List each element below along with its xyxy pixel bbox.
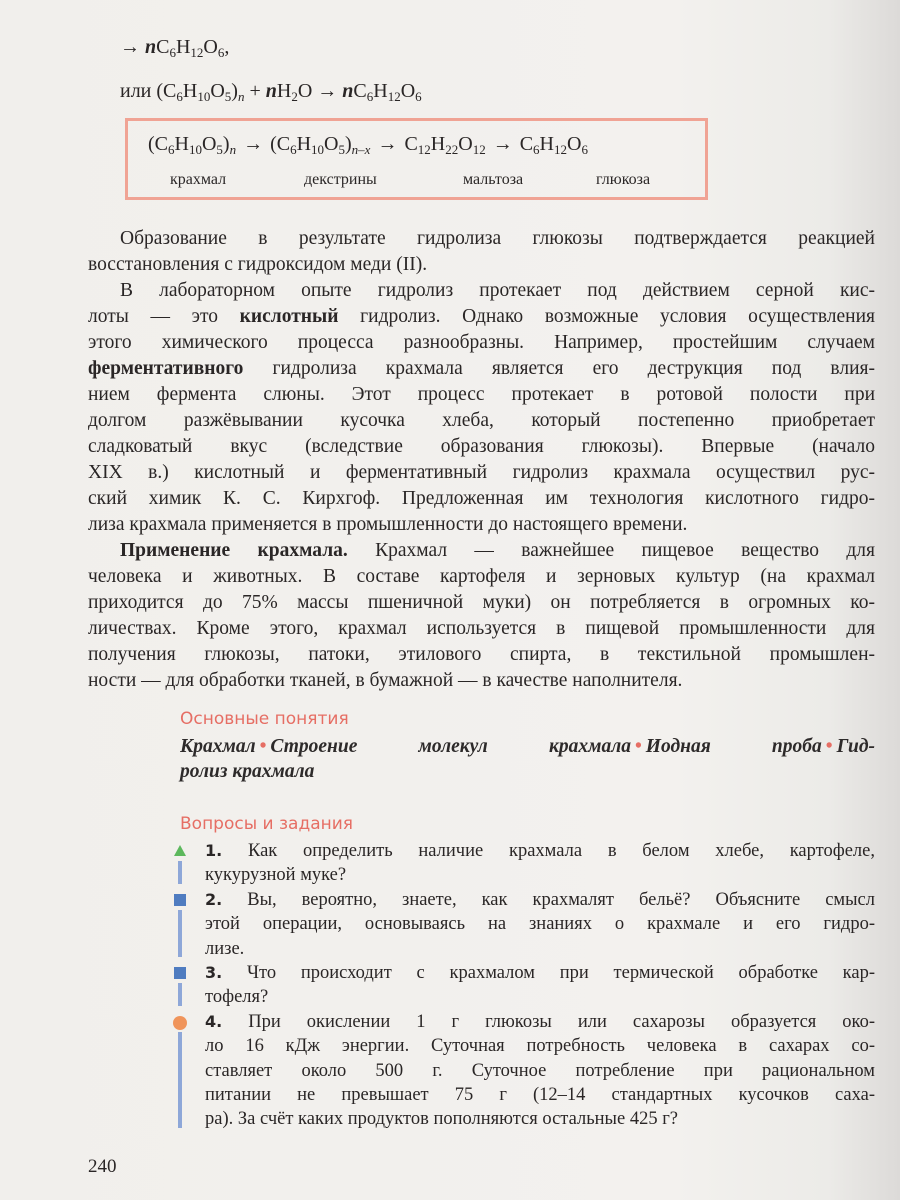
text-segment: сладковатый вкус (вследствие образования глюкозы). Впервые (начало (88, 436, 875, 457)
concepts-heading: Основные понятия (180, 709, 349, 729)
bold-term: Применение крахмала. (120, 540, 348, 561)
text-line (88, 512, 875, 538)
text-segment: гидролиз. Однако возможные условия осуществления (338, 306, 875, 327)
text-segment: лиза крахмала применяется в промышленности до настоящего времени. (88, 514, 688, 535)
concept: Строение молекул крахмала (270, 736, 631, 757)
concept-continuation: ролиз крахмала (180, 761, 315, 782)
paragraph-3 (88, 538, 875, 694)
text-segment: ский химик К. С. Кирхгоф. Предложенная им технология кислотного гидро- (88, 488, 875, 509)
text-segment: В лабораторном опыте гидролиз протекает под действием серной кис- (120, 280, 875, 301)
question-text: ло 16 кДж энергии. Суточная потребность человека в сахарах со- (205, 1036, 875, 1057)
text-line (88, 642, 875, 668)
question-line (205, 1034, 875, 1058)
separator: • (825, 736, 833, 757)
question-number: 2. (205, 889, 223, 909)
question-text: ставляет около 500 г. Суточное потребление при рациональном (205, 1060, 875, 1081)
question-text: этой операции, основываясь на знаниях о крахмале и его гидро- (205, 914, 875, 935)
text-segment: личествах. Кроме этого, крахмал используется в пищевой промышленности для (88, 618, 875, 639)
question-text: кукурузной муке? (205, 865, 347, 886)
paragraph-1 (88, 226, 875, 278)
triangle-marker-icon (174, 845, 186, 856)
question-line (205, 1010, 875, 1034)
question-number: 1. (205, 841, 223, 860)
text-segment: восстановления с гидроксидом меди (II). (88, 254, 428, 275)
separator: • (634, 736, 642, 757)
text-line (88, 408, 875, 434)
question-line (205, 912, 875, 936)
question-number: 4. (205, 1011, 223, 1031)
question-text: ра). За счёт каких продуктов пополняются остальные 425 г? (205, 1109, 678, 1130)
text-line (88, 330, 875, 356)
text-segment: Образование в результате гидролиза глюкозы подтверждается реакцией (120, 228, 875, 249)
text-segment: получения глюкозы, патоки, этилового спирта, в текстильной промышлен- (88, 644, 875, 665)
text-line (88, 460, 875, 486)
concept: Иодная проба (645, 736, 822, 757)
question-bar (178, 861, 182, 884)
question-text: лизе. (205, 938, 245, 959)
text-line (88, 668, 875, 694)
equation-prefix: или (120, 80, 152, 102)
text-segment: лоты — это (88, 306, 240, 327)
page-number: 240 (88, 1156, 117, 1177)
text-line (88, 538, 875, 564)
text-line (88, 356, 875, 382)
concept: Гид- (836, 736, 875, 757)
text-segment: Крахмал — важнейшее пищевое вещество для (347, 540, 875, 561)
question-text: Как определить наличие крахмала в белом хлебе, картофеле, (247, 841, 875, 861)
bold-term: кислотный (239, 306, 339, 327)
questions-list (205, 839, 875, 1132)
square-marker-icon (174, 894, 186, 906)
question-text: питании не превышает 75 г (12–14 стандартных кусочков саха- (205, 1084, 875, 1105)
text-line (88, 278, 875, 304)
question-text: Вы, вероятно, знаете, как крахмалят бельё? Объясните смысл (247, 889, 875, 910)
equation-line-2: или $(C_6H_{10}O_5)_n + nH_2O \to nC_6H_{12}O_6$ (120, 80, 422, 104)
question-line (205, 839, 875, 863)
text-line (88, 252, 875, 278)
question-line (205, 1059, 875, 1083)
text-line (88, 616, 875, 642)
question-line (205, 888, 875, 912)
label-dextrins: декстрины (304, 171, 377, 188)
question-line (205, 1107, 875, 1131)
bold-term: ферментативного (88, 358, 244, 379)
concepts-list (180, 734, 875, 784)
paragraph-2 (88, 278, 875, 538)
question-text: Что происходит с крахмалом при термической обработке кар- (246, 962, 875, 983)
question-line (205, 961, 875, 985)
text-line (88, 590, 875, 616)
question-line (205, 985, 875, 1009)
text-segment: приходится до 75% массы пшеничной муки) он потребляется в огромных ко- (88, 592, 875, 613)
hydrolysis-scheme-equation: $(C_6H_{10}O_5)_n \to (C_6H_{10}O_5)_{n-x} \to C_{12}H_{22}O_{12} \to C_6H_{12}O_6$ (148, 133, 588, 157)
circle-marker-icon (173, 1016, 187, 1030)
label-maltose: мальтоза (463, 171, 524, 188)
text-segment: нием фермента слюны. Этот процесс протекает в ротовой полости при (88, 384, 875, 405)
text-line (88, 382, 875, 408)
text-segment: XIX в.) кислотный и ферментативный гидролиз крахмала осуществил рус- (88, 462, 875, 483)
question-bar (178, 983, 182, 1006)
body-text (88, 226, 875, 694)
text-line (88, 304, 875, 330)
equation-line-1: → $nC_6H_{12}O_6$, (120, 36, 230, 60)
text-line (88, 434, 875, 460)
text-segment: ности — для обработки тканей, в бумажной — в качестве наполнителя. (88, 670, 683, 691)
question-line (205, 937, 875, 961)
text-line (88, 564, 875, 590)
text-segment: человека и животных. В составе картофеля и зерновых культур (на крахмал (88, 566, 875, 587)
question-text: тофеля? (205, 987, 269, 1008)
question-bar (178, 1032, 182, 1128)
hydrolysis-scheme-box (125, 118, 708, 200)
label-starch: крахмал (170, 171, 227, 188)
concept: Крахмал (180, 736, 256, 757)
text-line (88, 226, 875, 252)
text-segment: гидролиза крахмала является его деструкция под влия- (243, 358, 875, 379)
label-glucose: глюкоза (596, 171, 651, 188)
question-line (205, 863, 875, 887)
question-bar (178, 910, 182, 957)
questions-heading: Вопросы и задания (180, 814, 354, 834)
question-number: 3. (205, 962, 223, 982)
question-line (205, 1083, 875, 1107)
text-segment: долгом разжёвывании кусочка хлеба, который постепенно приобретает (88, 410, 875, 431)
text-line (88, 486, 875, 512)
question-text: При окислении 1 г глюкозы или сахарозы образуется око- (248, 1011, 875, 1032)
separator: • (259, 736, 267, 757)
square-marker-icon (174, 967, 186, 979)
text-segment: этого химического процесса разнообразны. Например, простейшим случаем (88, 332, 875, 353)
